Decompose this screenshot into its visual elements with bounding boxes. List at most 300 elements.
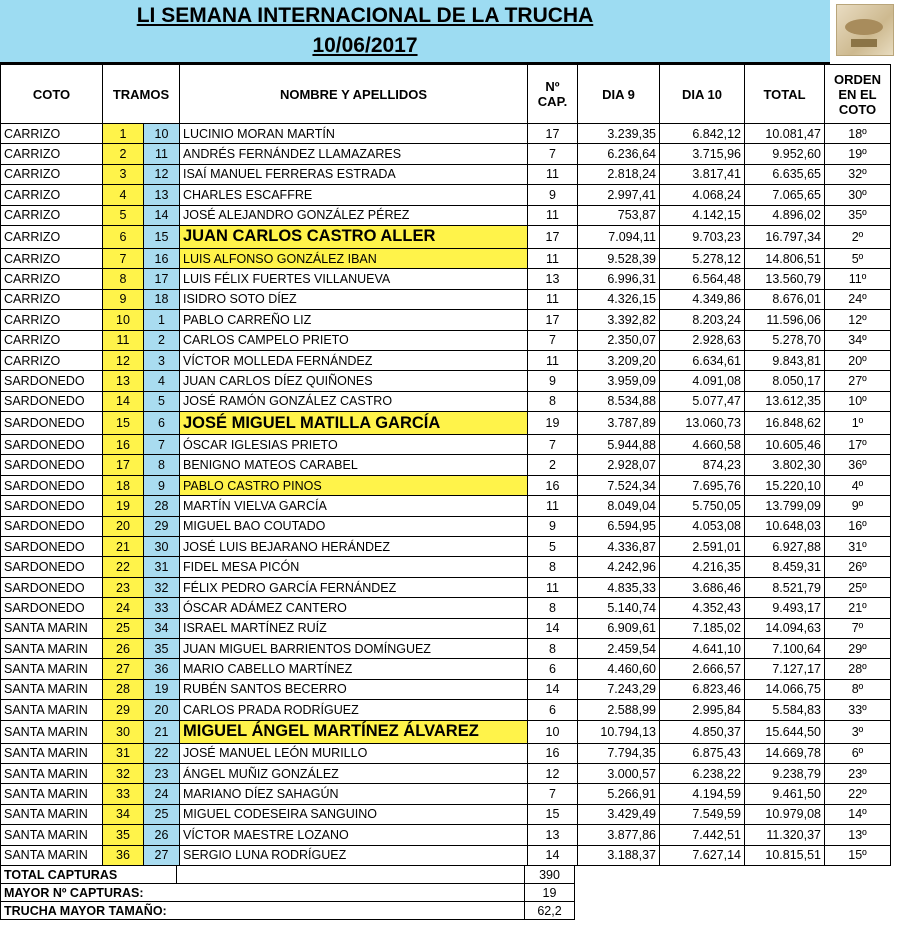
name-cell: JOSÉ ALEJANDRO GONZÁLEZ PÉREZ bbox=[180, 205, 528, 225]
dia10-cell: 4.053,08 bbox=[660, 516, 745, 536]
dia10-cell: 6.842,12 bbox=[660, 124, 745, 144]
summary-row bbox=[1, 866, 575, 884]
tramo-1-cell: 29 bbox=[103, 700, 144, 720]
tramo-2-cell: 33 bbox=[144, 598, 180, 618]
coto-cell: CARRIZO bbox=[1, 330, 103, 350]
total-cell: 4.896,02 bbox=[745, 205, 825, 225]
coto-cell: CARRIZO bbox=[1, 144, 103, 164]
capturas-cell: 11 bbox=[528, 577, 578, 597]
total-cell: 11.596,06 bbox=[745, 310, 825, 330]
name-cell: ISAÍ MANUEL FERRERAS ESTRADA bbox=[180, 164, 528, 184]
table-row bbox=[1, 205, 891, 225]
col-total: TOTAL bbox=[745, 65, 825, 124]
coto-cell: SANTA MARIN bbox=[1, 638, 103, 658]
coto-cell: CARRIZO bbox=[1, 350, 103, 370]
table-row bbox=[1, 144, 891, 164]
dia9-cell: 8.049,04 bbox=[578, 496, 660, 516]
dia9-cell: 2.928,07 bbox=[578, 455, 660, 475]
total-cell: 8.459,31 bbox=[745, 557, 825, 577]
capturas-cell: 7 bbox=[528, 330, 578, 350]
dia9-cell: 3.429,49 bbox=[578, 804, 660, 824]
table-row bbox=[1, 557, 891, 577]
total-cell: 14.066,75 bbox=[745, 679, 825, 699]
orden-cell: 3º bbox=[825, 720, 891, 743]
table-row bbox=[1, 455, 891, 475]
coto-cell: SARDONEDO bbox=[1, 557, 103, 577]
tramo-2-cell: 17 bbox=[144, 269, 180, 289]
tramo-2-cell: 11 bbox=[144, 144, 180, 164]
coto-cell: SANTA MARIN bbox=[1, 743, 103, 763]
capturas-cell: 11 bbox=[528, 248, 578, 268]
total-cell: 9.461,50 bbox=[745, 784, 825, 804]
capturas-cell: 6 bbox=[528, 700, 578, 720]
tramo-2-cell: 29 bbox=[144, 516, 180, 536]
dia10-cell: 4.142,15 bbox=[660, 205, 745, 225]
orden-cell: 34º bbox=[825, 330, 891, 350]
table-row bbox=[1, 743, 891, 763]
summary-label: TRUCHA MAYOR TAMAÑO: bbox=[1, 902, 525, 920]
coto-cell: SARDONEDO bbox=[1, 412, 103, 435]
dia9-cell: 3.787,89 bbox=[578, 412, 660, 435]
tramo-2-cell: 21 bbox=[144, 720, 180, 743]
capturas-cell: 13 bbox=[528, 269, 578, 289]
orden-cell: 19º bbox=[825, 144, 891, 164]
tramo-2-cell: 18 bbox=[144, 289, 180, 309]
coto-cell: CARRIZO bbox=[1, 225, 103, 248]
orden-cell: 9º bbox=[825, 496, 891, 516]
total-cell: 13.799,09 bbox=[745, 496, 825, 516]
dia9-cell: 8.534,88 bbox=[578, 391, 660, 411]
tramo-1-cell: 35 bbox=[103, 825, 144, 845]
orden-cell: 20º bbox=[825, 350, 891, 370]
capturas-cell: 8 bbox=[528, 598, 578, 618]
dia10-cell: 7.185,02 bbox=[660, 618, 745, 638]
orden-cell: 7º bbox=[825, 618, 891, 638]
dia9-cell: 4.326,15 bbox=[578, 289, 660, 309]
tramo-1-cell: 25 bbox=[103, 618, 144, 638]
col-capturas: Nº CAP. bbox=[528, 65, 578, 124]
total-cell: 15.644,50 bbox=[745, 720, 825, 743]
capturas-cell: 11 bbox=[528, 350, 578, 370]
table-row bbox=[1, 537, 891, 557]
total-cell: 9.238,79 bbox=[745, 763, 825, 783]
capturas-cell: 6 bbox=[528, 659, 578, 679]
name-cell: MARIANO DÍEZ SAHAGÚN bbox=[180, 784, 528, 804]
table-row bbox=[1, 516, 891, 536]
coto-cell: CARRIZO bbox=[1, 185, 103, 205]
tramo-2-cell: 10 bbox=[144, 124, 180, 144]
table-row bbox=[1, 496, 891, 516]
coto-cell: SANTA MARIN bbox=[1, 618, 103, 638]
capturas-cell: 15 bbox=[528, 804, 578, 824]
name-cell: ANDRÉS FERNÁNDEZ LLAMAZARES bbox=[180, 144, 528, 164]
col-orden: ORDEN EN EL COTO bbox=[825, 65, 891, 124]
capturas-cell: 19 bbox=[528, 412, 578, 435]
dia10-cell: 6.564,48 bbox=[660, 269, 745, 289]
name-cell: CHARLES ESCAFFRE bbox=[180, 185, 528, 205]
orden-cell: 11º bbox=[825, 269, 891, 289]
tramo-2-cell: 14 bbox=[144, 205, 180, 225]
col-dia10: DIA 10 bbox=[660, 65, 745, 124]
tramo-1-cell: 7 bbox=[103, 248, 144, 268]
orden-cell: 13º bbox=[825, 825, 891, 845]
table-row bbox=[1, 185, 891, 205]
dia10-cell: 7.627,14 bbox=[660, 845, 745, 865]
dia9-cell: 6.996,31 bbox=[578, 269, 660, 289]
name-cell: JOSÉ MANUEL LEÓN MURILLO bbox=[180, 743, 528, 763]
table-row bbox=[1, 269, 891, 289]
capturas-cell: 14 bbox=[528, 679, 578, 699]
dia10-cell: 4.641,10 bbox=[660, 638, 745, 658]
table-row bbox=[1, 475, 891, 495]
tramo-1-cell: 24 bbox=[103, 598, 144, 618]
capturas-cell: 2 bbox=[528, 455, 578, 475]
dia10-cell: 5.077,47 bbox=[660, 391, 745, 411]
dia10-cell: 4.352,43 bbox=[660, 598, 745, 618]
orden-cell: 12º bbox=[825, 310, 891, 330]
capturas-cell: 13 bbox=[528, 825, 578, 845]
orden-cell: 2º bbox=[825, 225, 891, 248]
coto-cell: SARDONEDO bbox=[1, 537, 103, 557]
dia9-cell: 3.877,86 bbox=[578, 825, 660, 845]
capturas-cell: 9 bbox=[528, 185, 578, 205]
summary-row bbox=[1, 884, 575, 902]
tramo-2-cell: 25 bbox=[144, 804, 180, 824]
orden-cell: 25º bbox=[825, 577, 891, 597]
dia9-cell: 753,87 bbox=[578, 205, 660, 225]
header bbox=[0, 0, 900, 64]
coto-cell: SANTA MARIN bbox=[1, 825, 103, 845]
name-cell: ÓSCAR IGLESIAS PRIETO bbox=[180, 435, 528, 455]
dia10-cell: 2.928,63 bbox=[660, 330, 745, 350]
dia9-cell: 9.528,39 bbox=[578, 248, 660, 268]
table-row bbox=[1, 310, 891, 330]
name-cell: MARTÍN VIELVA GARCÍA bbox=[180, 496, 528, 516]
total-cell: 9.952,60 bbox=[745, 144, 825, 164]
capturas-cell: 16 bbox=[528, 743, 578, 763]
orden-cell: 24º bbox=[825, 289, 891, 309]
orden-cell: 8º bbox=[825, 679, 891, 699]
tramo-1-cell: 3 bbox=[103, 164, 144, 184]
dia10-cell: 874,23 bbox=[660, 455, 745, 475]
coto-cell: CARRIZO bbox=[1, 310, 103, 330]
dia9-cell: 3.209,20 bbox=[578, 350, 660, 370]
name-cell: MIGUEL ÁNGEL MARTÍNEZ ÁLVAREZ bbox=[180, 720, 528, 743]
total-cell: 10.979,08 bbox=[745, 804, 825, 824]
name-cell: LUIS ALFONSO GONZÁLEZ IBAN bbox=[180, 248, 528, 268]
tramo-2-cell: 24 bbox=[144, 784, 180, 804]
dia9-cell: 2.459,54 bbox=[578, 638, 660, 658]
tramo-1-cell: 1 bbox=[103, 124, 144, 144]
coto-cell: SARDONEDO bbox=[1, 516, 103, 536]
orden-cell: 31º bbox=[825, 537, 891, 557]
total-cell: 8.521,79 bbox=[745, 577, 825, 597]
total-cell: 14.806,51 bbox=[745, 248, 825, 268]
coto-cell: SANTA MARIN bbox=[1, 700, 103, 720]
tramo-1-cell: 9 bbox=[103, 289, 144, 309]
table-row bbox=[1, 164, 891, 184]
coto-cell: SARDONEDO bbox=[1, 455, 103, 475]
dia10-cell: 5.278,12 bbox=[660, 248, 745, 268]
dia10-cell: 2.666,57 bbox=[660, 659, 745, 679]
name-cell: VÍCTOR MAESTRE LOZANO bbox=[180, 825, 528, 845]
dia9-cell: 6.236,64 bbox=[578, 144, 660, 164]
tramo-1-cell: 32 bbox=[103, 763, 144, 783]
total-cell: 13.612,35 bbox=[745, 391, 825, 411]
tramo-2-cell: 26 bbox=[144, 825, 180, 845]
total-cell: 7.065,65 bbox=[745, 185, 825, 205]
tramo-1-cell: 6 bbox=[103, 225, 144, 248]
coto-cell: CARRIZO bbox=[1, 124, 103, 144]
tramo-1-cell: 12 bbox=[103, 350, 144, 370]
tramo-1-cell: 17 bbox=[103, 455, 144, 475]
orden-cell: 23º bbox=[825, 763, 891, 783]
table-row bbox=[1, 435, 891, 455]
name-cell: MIGUEL BAO COUTADO bbox=[180, 516, 528, 536]
total-cell: 8.050,17 bbox=[745, 371, 825, 391]
orden-cell: 14º bbox=[825, 804, 891, 824]
trout-logo-icon bbox=[836, 4, 894, 56]
tramo-1-cell: 19 bbox=[103, 496, 144, 516]
summary-label: MAYOR Nº CAPTURAS: bbox=[1, 884, 525, 902]
tramo-1-cell: 16 bbox=[103, 435, 144, 455]
dia9-cell: 6.594,95 bbox=[578, 516, 660, 536]
dia10-cell: 2.591,01 bbox=[660, 537, 745, 557]
coto-cell: CARRIZO bbox=[1, 289, 103, 309]
tramo-2-cell: 9 bbox=[144, 475, 180, 495]
table-row bbox=[1, 248, 891, 268]
table-row bbox=[1, 412, 891, 435]
table-row bbox=[1, 577, 891, 597]
coto-cell: SARDONEDO bbox=[1, 577, 103, 597]
dia10-cell: 4.349,86 bbox=[660, 289, 745, 309]
capturas-cell: 12 bbox=[528, 763, 578, 783]
tramo-2-cell: 15 bbox=[144, 225, 180, 248]
dia10-cell: 3.715,96 bbox=[660, 144, 745, 164]
dia10-cell: 7.549,59 bbox=[660, 804, 745, 824]
tramo-2-cell: 20 bbox=[144, 700, 180, 720]
total-cell: 10.081,47 bbox=[745, 124, 825, 144]
summary-table bbox=[0, 865, 575, 920]
tramo-2-cell: 23 bbox=[144, 763, 180, 783]
name-cell: PABLO CASTRO PINOS bbox=[180, 475, 528, 495]
name-cell: FÉLIX PEDRO GARCÍA FERNÁNDEZ bbox=[180, 577, 528, 597]
dia10-cell: 6.634,61 bbox=[660, 350, 745, 370]
dia9-cell: 4.460,60 bbox=[578, 659, 660, 679]
summary-row bbox=[1, 902, 575, 920]
tramo-2-cell: 32 bbox=[144, 577, 180, 597]
coto-cell: SANTA MARIN bbox=[1, 804, 103, 824]
tramo-1-cell: 27 bbox=[103, 659, 144, 679]
tramo-1-cell: 36 bbox=[103, 845, 144, 865]
name-cell: JOSÉ RAMÓN GONZÁLEZ CASTRO bbox=[180, 391, 528, 411]
dia9-cell: 3.959,09 bbox=[578, 371, 660, 391]
page-title: LI SEMANA INTERNACIONAL DE LA TRUCHA bbox=[136, 4, 594, 27]
dia10-cell: 7.442,51 bbox=[660, 825, 745, 845]
coto-cell: SARDONEDO bbox=[1, 371, 103, 391]
capturas-cell: 11 bbox=[528, 164, 578, 184]
capturas-cell: 11 bbox=[528, 289, 578, 309]
capturas-cell: 5 bbox=[528, 537, 578, 557]
name-cell: JUAN CARLOS CASTRO ALLER bbox=[180, 225, 528, 248]
capturas-cell: 9 bbox=[528, 516, 578, 536]
dia9-cell: 2.588,99 bbox=[578, 700, 660, 720]
orden-cell: 27º bbox=[825, 371, 891, 391]
orden-cell: 36º bbox=[825, 455, 891, 475]
event-date: 10/06/2017 bbox=[312, 34, 418, 57]
table-row bbox=[1, 225, 891, 248]
name-cell: BENIGNO MATEOS CARABEL bbox=[180, 455, 528, 475]
orden-cell: 1º bbox=[825, 412, 891, 435]
summary-label: TOTAL CAPTURAS bbox=[1, 866, 177, 884]
total-cell: 6.927,88 bbox=[745, 537, 825, 557]
tramo-2-cell: 16 bbox=[144, 248, 180, 268]
total-cell: 13.560,79 bbox=[745, 269, 825, 289]
tramo-2-cell: 3 bbox=[144, 350, 180, 370]
dia9-cell: 5.944,88 bbox=[578, 435, 660, 455]
tramo-1-cell: 34 bbox=[103, 804, 144, 824]
dia9-cell: 2.818,24 bbox=[578, 164, 660, 184]
results-body bbox=[1, 124, 891, 866]
total-cell: 6.635,65 bbox=[745, 164, 825, 184]
col-nombre: NOMBRE Y APELLIDOS bbox=[180, 65, 528, 124]
dia9-cell: 4.242,96 bbox=[578, 557, 660, 577]
orden-cell: 10º bbox=[825, 391, 891, 411]
dia10-cell: 4.091,08 bbox=[660, 371, 745, 391]
name-cell: JUAN MIGUEL BARRIENTOS DOMÍNGUEZ bbox=[180, 638, 528, 658]
orden-cell: 18º bbox=[825, 124, 891, 144]
table-row bbox=[1, 659, 891, 679]
tramo-1-cell: 22 bbox=[103, 557, 144, 577]
dia9-cell: 3.000,57 bbox=[578, 763, 660, 783]
dia10-cell: 3.686,46 bbox=[660, 577, 745, 597]
name-cell: CARLOS PRADA RODRÍGUEZ bbox=[180, 700, 528, 720]
orden-cell: 5º bbox=[825, 248, 891, 268]
total-cell: 7.127,17 bbox=[745, 659, 825, 679]
orden-cell: 4º bbox=[825, 475, 891, 495]
coto-cell: CARRIZO bbox=[1, 164, 103, 184]
tramo-1-cell: 10 bbox=[103, 310, 144, 330]
tramo-1-cell: 20 bbox=[103, 516, 144, 536]
summary-value: 19 bbox=[525, 884, 575, 902]
total-cell: 10.648,03 bbox=[745, 516, 825, 536]
dia10-cell: 8.203,24 bbox=[660, 310, 745, 330]
summary-value: 62,2 bbox=[525, 902, 575, 920]
orden-cell: 29º bbox=[825, 638, 891, 658]
col-coto: COTO bbox=[1, 65, 103, 124]
table-row bbox=[1, 124, 891, 144]
table-row bbox=[1, 763, 891, 783]
name-cell: MARIO CABELLO MARTÍNEZ bbox=[180, 659, 528, 679]
capturas-cell: 14 bbox=[528, 618, 578, 638]
tramo-2-cell: 22 bbox=[144, 743, 180, 763]
tramo-2-cell: 35 bbox=[144, 638, 180, 658]
orden-cell: 22º bbox=[825, 784, 891, 804]
total-cell: 5.584,83 bbox=[745, 700, 825, 720]
total-cell: 14.669,78 bbox=[745, 743, 825, 763]
orden-cell: 32º bbox=[825, 164, 891, 184]
dia10-cell: 4.216,35 bbox=[660, 557, 745, 577]
tramo-1-cell: 13 bbox=[103, 371, 144, 391]
total-cell: 11.320,37 bbox=[745, 825, 825, 845]
tramo-2-cell: 5 bbox=[144, 391, 180, 411]
total-cell: 16.848,62 bbox=[745, 412, 825, 435]
table-row bbox=[1, 804, 891, 824]
capturas-cell: 9 bbox=[528, 371, 578, 391]
total-cell: 15.220,10 bbox=[745, 475, 825, 495]
tramo-2-cell: 7 bbox=[144, 435, 180, 455]
results-table bbox=[0, 64, 891, 866]
orden-cell: 26º bbox=[825, 557, 891, 577]
name-cell: SERGIO LUNA RODRÍGUEZ bbox=[180, 845, 528, 865]
header-row bbox=[1, 65, 891, 124]
capturas-cell: 17 bbox=[528, 124, 578, 144]
capturas-cell: 17 bbox=[528, 225, 578, 248]
total-cell: 10.815,51 bbox=[745, 845, 825, 865]
orden-cell: 6º bbox=[825, 743, 891, 763]
capturas-cell: 10 bbox=[528, 720, 578, 743]
capturas-cell: 17 bbox=[528, 310, 578, 330]
coto-cell: SARDONEDO bbox=[1, 435, 103, 455]
total-cell: 14.094,63 bbox=[745, 618, 825, 638]
tramo-2-cell: 8 bbox=[144, 455, 180, 475]
dia9-cell: 4.835,33 bbox=[578, 577, 660, 597]
table-row bbox=[1, 350, 891, 370]
dia9-cell: 3.392,82 bbox=[578, 310, 660, 330]
table-row bbox=[1, 720, 891, 743]
tramo-2-cell: 36 bbox=[144, 659, 180, 679]
capturas-cell: 14 bbox=[528, 845, 578, 865]
dia9-cell: 7.794,35 bbox=[578, 743, 660, 763]
capturas-cell: 7 bbox=[528, 144, 578, 164]
capturas-cell: 7 bbox=[528, 784, 578, 804]
name-cell: MIGUEL CODESEIRA SANGUINO bbox=[180, 804, 528, 824]
coto-cell: SANTA MARIN bbox=[1, 784, 103, 804]
coto-cell: SANTA MARIN bbox=[1, 659, 103, 679]
name-cell: LUCINIO MORAN MARTÍN bbox=[180, 124, 528, 144]
tramo-2-cell: 30 bbox=[144, 537, 180, 557]
dia9-cell: 7.243,29 bbox=[578, 679, 660, 699]
dia10-cell: 13.060,73 bbox=[660, 412, 745, 435]
tramo-1-cell: 28 bbox=[103, 679, 144, 699]
coto-cell: SANTA MARIN bbox=[1, 720, 103, 743]
tramo-1-cell: 15 bbox=[103, 412, 144, 435]
tramo-2-cell: 34 bbox=[144, 618, 180, 638]
coto-cell: SARDONEDO bbox=[1, 598, 103, 618]
dia9-cell: 3.188,37 bbox=[578, 845, 660, 865]
table-row bbox=[1, 598, 891, 618]
total-cell: 9.843,81 bbox=[745, 350, 825, 370]
name-cell: ÁNGEL MUÑIZ GONZÁLEZ bbox=[180, 763, 528, 783]
tramo-1-cell: 31 bbox=[103, 743, 144, 763]
coto-cell: CARRIZO bbox=[1, 248, 103, 268]
tramo-1-cell: 26 bbox=[103, 638, 144, 658]
col-tramos: TRAMOS bbox=[103, 65, 180, 124]
capturas-cell: 7 bbox=[528, 435, 578, 455]
dia10-cell: 9.703,23 bbox=[660, 225, 745, 248]
orden-cell: 30º bbox=[825, 185, 891, 205]
total-cell: 16.797,34 bbox=[745, 225, 825, 248]
tramo-1-cell: 14 bbox=[103, 391, 144, 411]
orden-cell: 33º bbox=[825, 700, 891, 720]
coto-cell: SARDONEDO bbox=[1, 475, 103, 495]
orden-cell: 15º bbox=[825, 845, 891, 865]
table-row bbox=[1, 391, 891, 411]
summary-spacer bbox=[177, 866, 525, 884]
tramo-2-cell: 31 bbox=[144, 557, 180, 577]
tramo-2-cell: 12 bbox=[144, 164, 180, 184]
total-cell: 5.278,70 bbox=[745, 330, 825, 350]
